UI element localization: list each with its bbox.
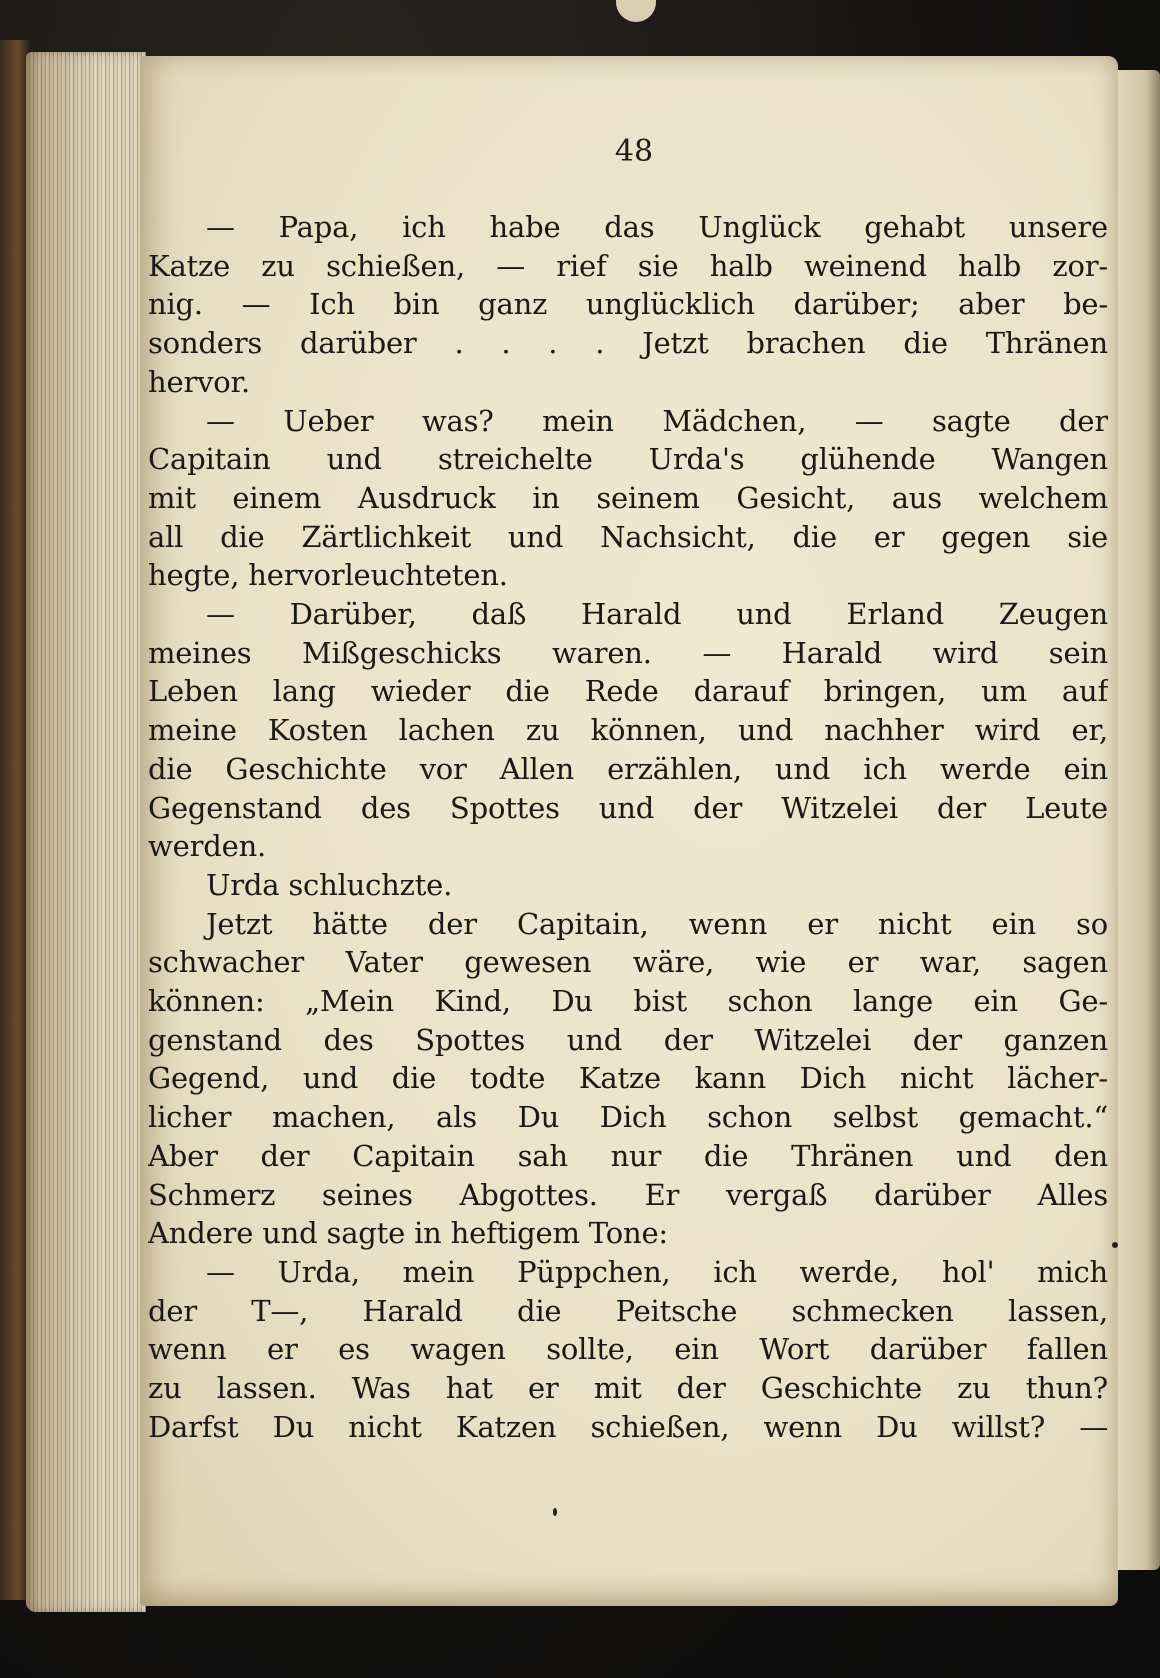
text-line: — Ueber was? mein Mädchen, — sagte der	[206, 403, 1108, 438]
page-speck	[1112, 1242, 1118, 1248]
page-speck	[553, 1508, 557, 1516]
text-line: Jetzt hätte der Capitain, wenn er nicht ein so	[206, 906, 1108, 941]
text-line: Capitain und streichelte Urda's glühende Wangen	[148, 442, 1108, 477]
text-line: Leben lang wieder die Rede darauf bringen, um auf	[148, 674, 1108, 709]
text-line: wenn er es wagen sollte, ein Wort darüber fallen	[148, 1332, 1108, 1367]
text-line: Schmerz seines Abgottes. Er vergaß darüber Alles	[148, 1177, 1108, 1212]
facing-page-edge	[1112, 70, 1160, 1570]
text-line: hervor.	[148, 364, 251, 399]
text-line: die Geschichte vor Allen erzählen, und ich werde ein	[148, 751, 1108, 786]
text-line: schwacher Vater gewesen wäre, wie er war, sagen	[148, 945, 1108, 980]
text-line: — Urda, mein Püppchen, ich werde, hol' mich	[206, 1254, 1108, 1289]
text-line: all die Zärtlichkeit und Nachsicht, die er gegen sie	[148, 519, 1108, 554]
text-line: Andere und sagte in heftigem Tone:	[148, 1216, 668, 1251]
text-line: genstand des Spottes und der Witzelei der ganzen	[148, 1022, 1108, 1057]
text-line: mit einem Ausdruck in seinem Gesicht, aus welchem	[148, 480, 1108, 515]
text-line: hegte, hervorleuchteten.	[148, 558, 508, 593]
text-line: sonders darüber . . . . Jetzt brachen die Thränen	[148, 326, 1108, 361]
text-line: Urda schluchzte.	[206, 867, 453, 902]
page-number: 48	[614, 134, 654, 169]
text-line: meines Mißgeschicks waren. — Harald wird sein	[148, 635, 1108, 670]
text-line: werden.	[148, 829, 267, 864]
text-line: — Papa, ich habe das Unglück gehabt unsere	[206, 210, 1108, 244]
text-line: können: „Mein Kind, Du bist schon lange ein Ge-	[148, 984, 1108, 1018]
text-line: der T—, Harald die Peitsche schmecken lassen,	[148, 1293, 1108, 1328]
text-line: nig. — Ich bin ganz unglücklich darüber; aber be-	[148, 287, 1108, 322]
text-line: Gegenstand des Spottes und der Witzelei der Leute	[148, 790, 1108, 825]
text-line: licher machen, als Du Dich schon selbst gemacht.“	[148, 1100, 1108, 1135]
text-line: Aber der Capitain sah nur die Thränen und den	[148, 1138, 1108, 1173]
text-line: zu lassen. Was hat er mit der Geschichte zu thun?	[148, 1371, 1108, 1405]
text-line: Darfst Du nicht Katzen schießen, wenn Du willst? —	[148, 1409, 1108, 1444]
text-line: Katze zu schießen, — rief sie halb weinend halb zor-	[148, 248, 1108, 283]
text-line: — Darüber, daß Harald und Erland Zeugen	[206, 597, 1108, 631]
text-line: Gegend, und die todte Katze kann Dich nicht lächer-	[148, 1061, 1108, 1096]
page-stack-shadow	[26, 52, 146, 1612]
text-line: meine Kosten lachen zu können, und nachher wird er,	[148, 713, 1108, 748]
